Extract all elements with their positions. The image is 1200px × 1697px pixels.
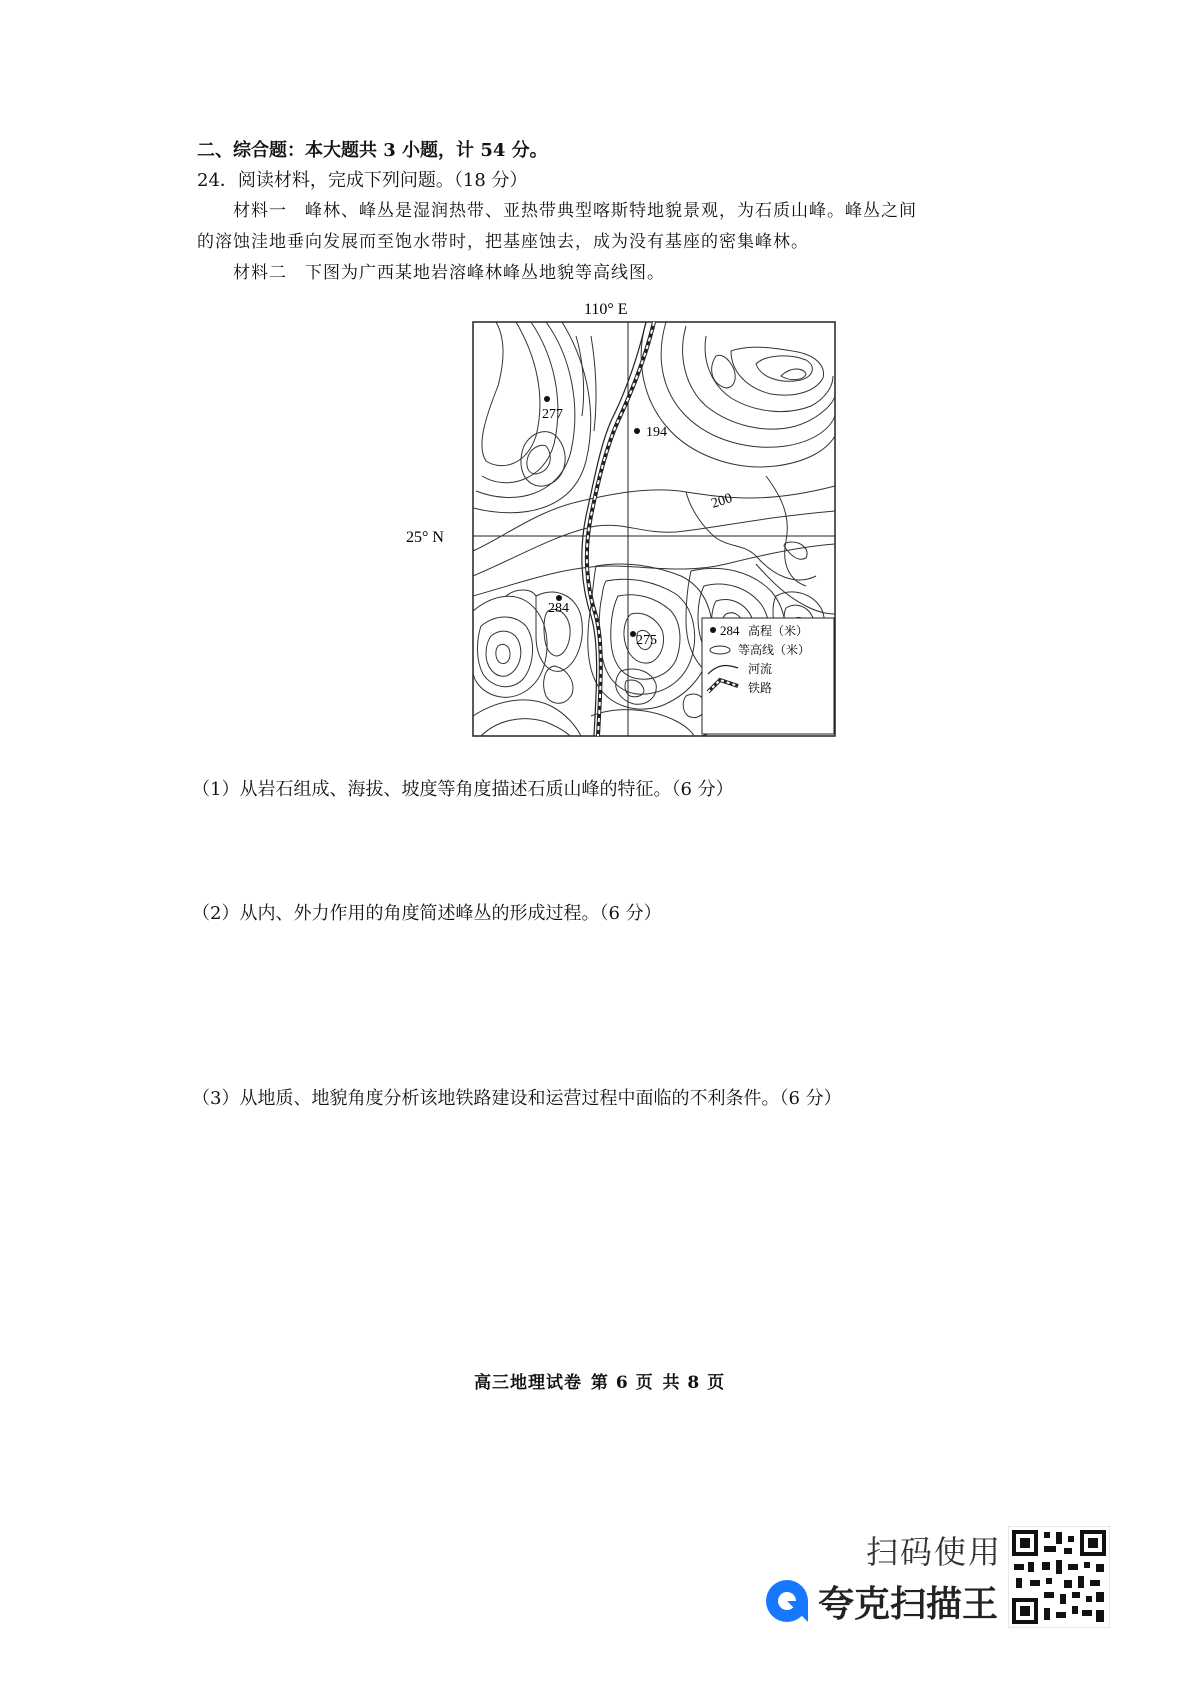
sub-question-3: （3）从地质、地貌角度分析该地铁路建设和运营过程中面临的不利条件。（6 分） [192, 1088, 842, 1109]
material-one-line-1: 材料一 峰林、峰丛是湿润热带、亚热带典型喀斯特地貌景观，为石质山峰。峰丛之间 [233, 201, 917, 221]
section-text: 本大题共 3 小题，计 54 分。 [305, 140, 548, 161]
qr-code-icon[interactable] [1008, 1526, 1110, 1628]
brand-name: 夸克扫描王 [818, 1584, 999, 1625]
footer-page: 第 6 页 [590, 1373, 654, 1393]
map-legend [702, 618, 834, 734]
spot-height-275: 275 [636, 633, 657, 648]
material-two: 材料二 下图为广西某地岩溶峰林峰丛地貌等高线图。 [233, 263, 665, 283]
section-header [197, 136, 548, 162]
page-footer [474, 1368, 727, 1393]
sub-question-2: （2）从内、外力作用的角度简述峰丛的形成过程。（6 分） [192, 903, 662, 924]
material-one-line-2: 的溶蚀洼地垂向发展而至饱水带时，把基座蚀去，成为没有基座的密集峰林。 [197, 232, 809, 252]
question-title: 24．阅读材料，完成下列问题。（18 分） [197, 170, 528, 191]
legend-contour-label: 等高线（米） [738, 643, 811, 657]
spot-height-284: 284 [548, 601, 569, 616]
legend-spot-value: 284 [720, 623, 740, 638]
spot-194-dot [634, 428, 640, 434]
legend-railway-label: 铁路 [748, 681, 773, 695]
legend-spot-label: 高程（米） [748, 624, 809, 638]
contour-map [386, 296, 846, 756]
footer-total: 共 8 页 [662, 1373, 726, 1393]
sub-question-1: （1）从岩石组成、海拔、坡度等角度描述石质山峰的特征。（6 分） [192, 779, 734, 800]
spot-height-194: 194 [646, 425, 667, 440]
section-prefix: 二、综合题： [197, 140, 305, 161]
spot-277-dot [544, 396, 550, 402]
longitude-label: 110° E [584, 301, 628, 318]
legend-river-label: 河流 [748, 662, 773, 676]
spot-height-277: 277 [542, 407, 563, 422]
contour-label-200: 200 [709, 491, 735, 512]
footer-subject: 高三地理试卷 [474, 1373, 582, 1393]
latitude-label: 25° N [406, 529, 444, 546]
brand-logo-icon [764, 1578, 810, 1624]
contour-map-svg [386, 296, 846, 756]
scan-use-text: 扫码使用 [866, 1533, 1003, 1571]
